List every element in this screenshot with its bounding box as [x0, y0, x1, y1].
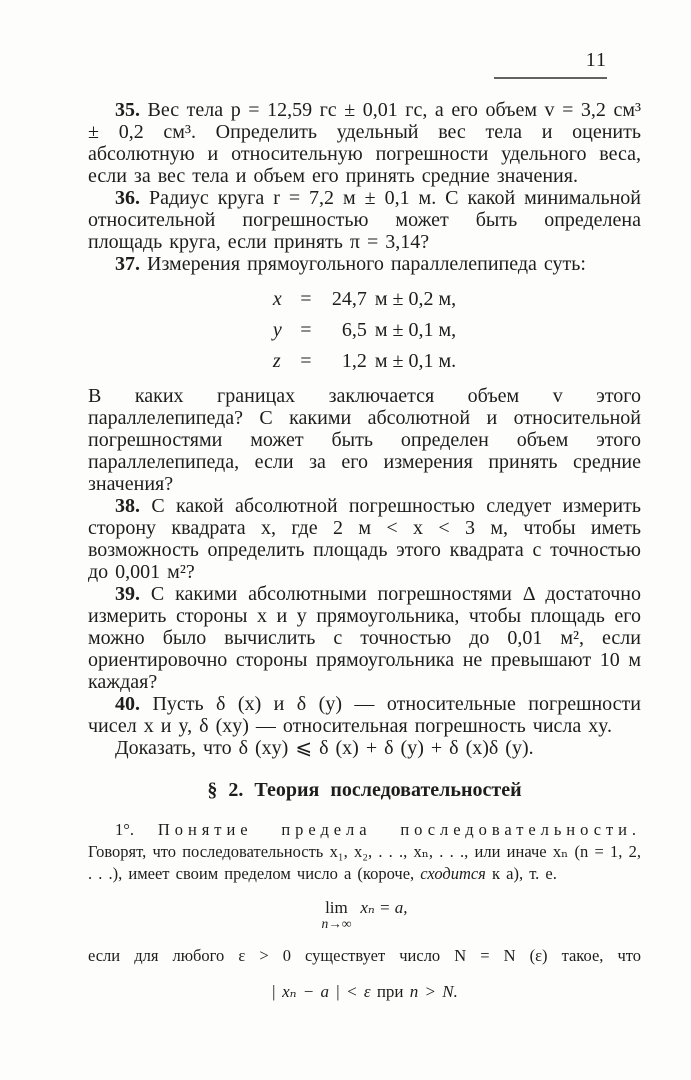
lim-operator [321, 899, 351, 931]
epsilon-condition-line: если для любого ε > 0 существует число N = N (ε) такое, что [88, 946, 641, 966]
problem-39-number: 39. [115, 583, 140, 605]
inequality-connective: при [376, 982, 404, 1002]
problem-40-task: Доказать, что δ (xy) ⩽ δ (x) + δ (y) + δ (x)δ (y). [115, 737, 534, 759]
problem-37-text: Измерения прямоугольного параллелепипеда суть: [147, 253, 586, 275]
problem-36-text: Радиус круга r = 7,2 м ± 0,1 м. С какой минимальной относительной погрешностью может быть определена площадь круга, если принять π = 3,14? [88, 187, 641, 253]
lim-word: lim [325, 898, 348, 917]
equation-x-equals: = [300, 288, 312, 310]
equation-x [273, 284, 456, 315]
equation-y-equals: = [300, 319, 312, 341]
equation-x-variable: x [272, 288, 282, 310]
inequality-line [88, 982, 641, 1002]
equation-x-tolerance: м ± 0,2 м, [374, 288, 457, 310]
theory-intro [88, 819, 641, 885]
section-heading: § 2. Теория последовательностей [207, 779, 522, 801]
page-content [88, 99, 641, 1002]
theory-item-number: 1°. [115, 820, 134, 839]
problem-40-text: Пусть δ (x) и δ (y) — относительные погрешности чисел x и y, δ (xy) — относительная погрешность числа xy. [88, 693, 641, 737]
equation-z-tolerance: м ± 0,1 м. [374, 350, 457, 372]
equation-y [273, 315, 456, 346]
measurement-equations [273, 284, 456, 377]
problem-40-number: 40. [115, 693, 140, 715]
equation-z-equals: = [300, 350, 312, 372]
problem-35-number: 35. [115, 99, 140, 121]
problem-37-continuation: В каких границах заключается объем v этого параллелепипеда? С какими абсолютной и относительной погрешностями может быть определен объем этого параллелепипеда, если за его измерения принять средние значения? [88, 385, 641, 495]
inequality-left: | xₙ − a | < ε [271, 982, 371, 1002]
problem-38-number: 38. [115, 495, 140, 517]
problem-38-text: С какой абсолютной погрешностью следует измерить сторону квадрата x, где 2 м < x < 3 м, чтобы иметь возможность определить площадь этого квадрата с точностью до 0,001 м²? [88, 495, 641, 583]
lim-right-hand-side: xₙ = a, [360, 898, 408, 917]
problem-35 [88, 99, 641, 187]
theory-emphasis: Понятие предела последовательности. [157, 820, 641, 839]
problem-37-number: 37. [115, 253, 140, 275]
theory-intro-italic-word: сходится [420, 864, 486, 883]
inequality-right: n > N. [409, 982, 458, 1002]
page-number: 11 [585, 49, 607, 71]
theory-intro-tail: к a), т. е. [491, 864, 557, 883]
problem-35-text: Вес тела p = 12,59 гс ± 0,01 гс, а его объем v = 3,2 см³ ± 0,2 см³. Определить удельный вес тела и оценить абсолютную и относительную погрешности удельного веса, если за вес тела и объем его принять средние значения. [88, 99, 641, 187]
equation-y-value: 6,5 [341, 319, 367, 341]
lim-subscript-condition: n→∞ [321, 915, 352, 931]
problem-39-text: С какими абсолютными погрешностями Δ достаточно измерить стороны x и y прямоугольника, чтобы площадь его можно было вычислить с точностью до 0,01 м², если ориентировочно стороны прямоугольника не превышают 10 м каждая? [88, 583, 641, 693]
problem-38 [88, 495, 641, 583]
problem-36-number: 36. [115, 187, 140, 209]
limit-formula [88, 898, 641, 931]
problem-36 [88, 187, 641, 253]
problem-39 [88, 583, 641, 693]
equation-z-variable: z [272, 350, 281, 372]
problem-40 [88, 693, 641, 737]
equation-z-value: 1,2 [341, 350, 367, 372]
theory-intro-rest: Говорят, что последовательность x₁, x₂, . . ., xₙ, . . ., или иначе xₙ (n = 1, 2, . . .), имеет своим пределом число a (короче, [88, 842, 641, 883]
equation-y-tolerance: м ± 0,1 м, [374, 319, 457, 341]
equation-z [273, 346, 456, 377]
equation-x-value: 24,7 [331, 288, 367, 310]
header-rule [494, 77, 607, 79]
problem-37 [88, 253, 641, 275]
page-header [0, 0, 691, 99]
equation-y-variable: y [272, 319, 282, 341]
